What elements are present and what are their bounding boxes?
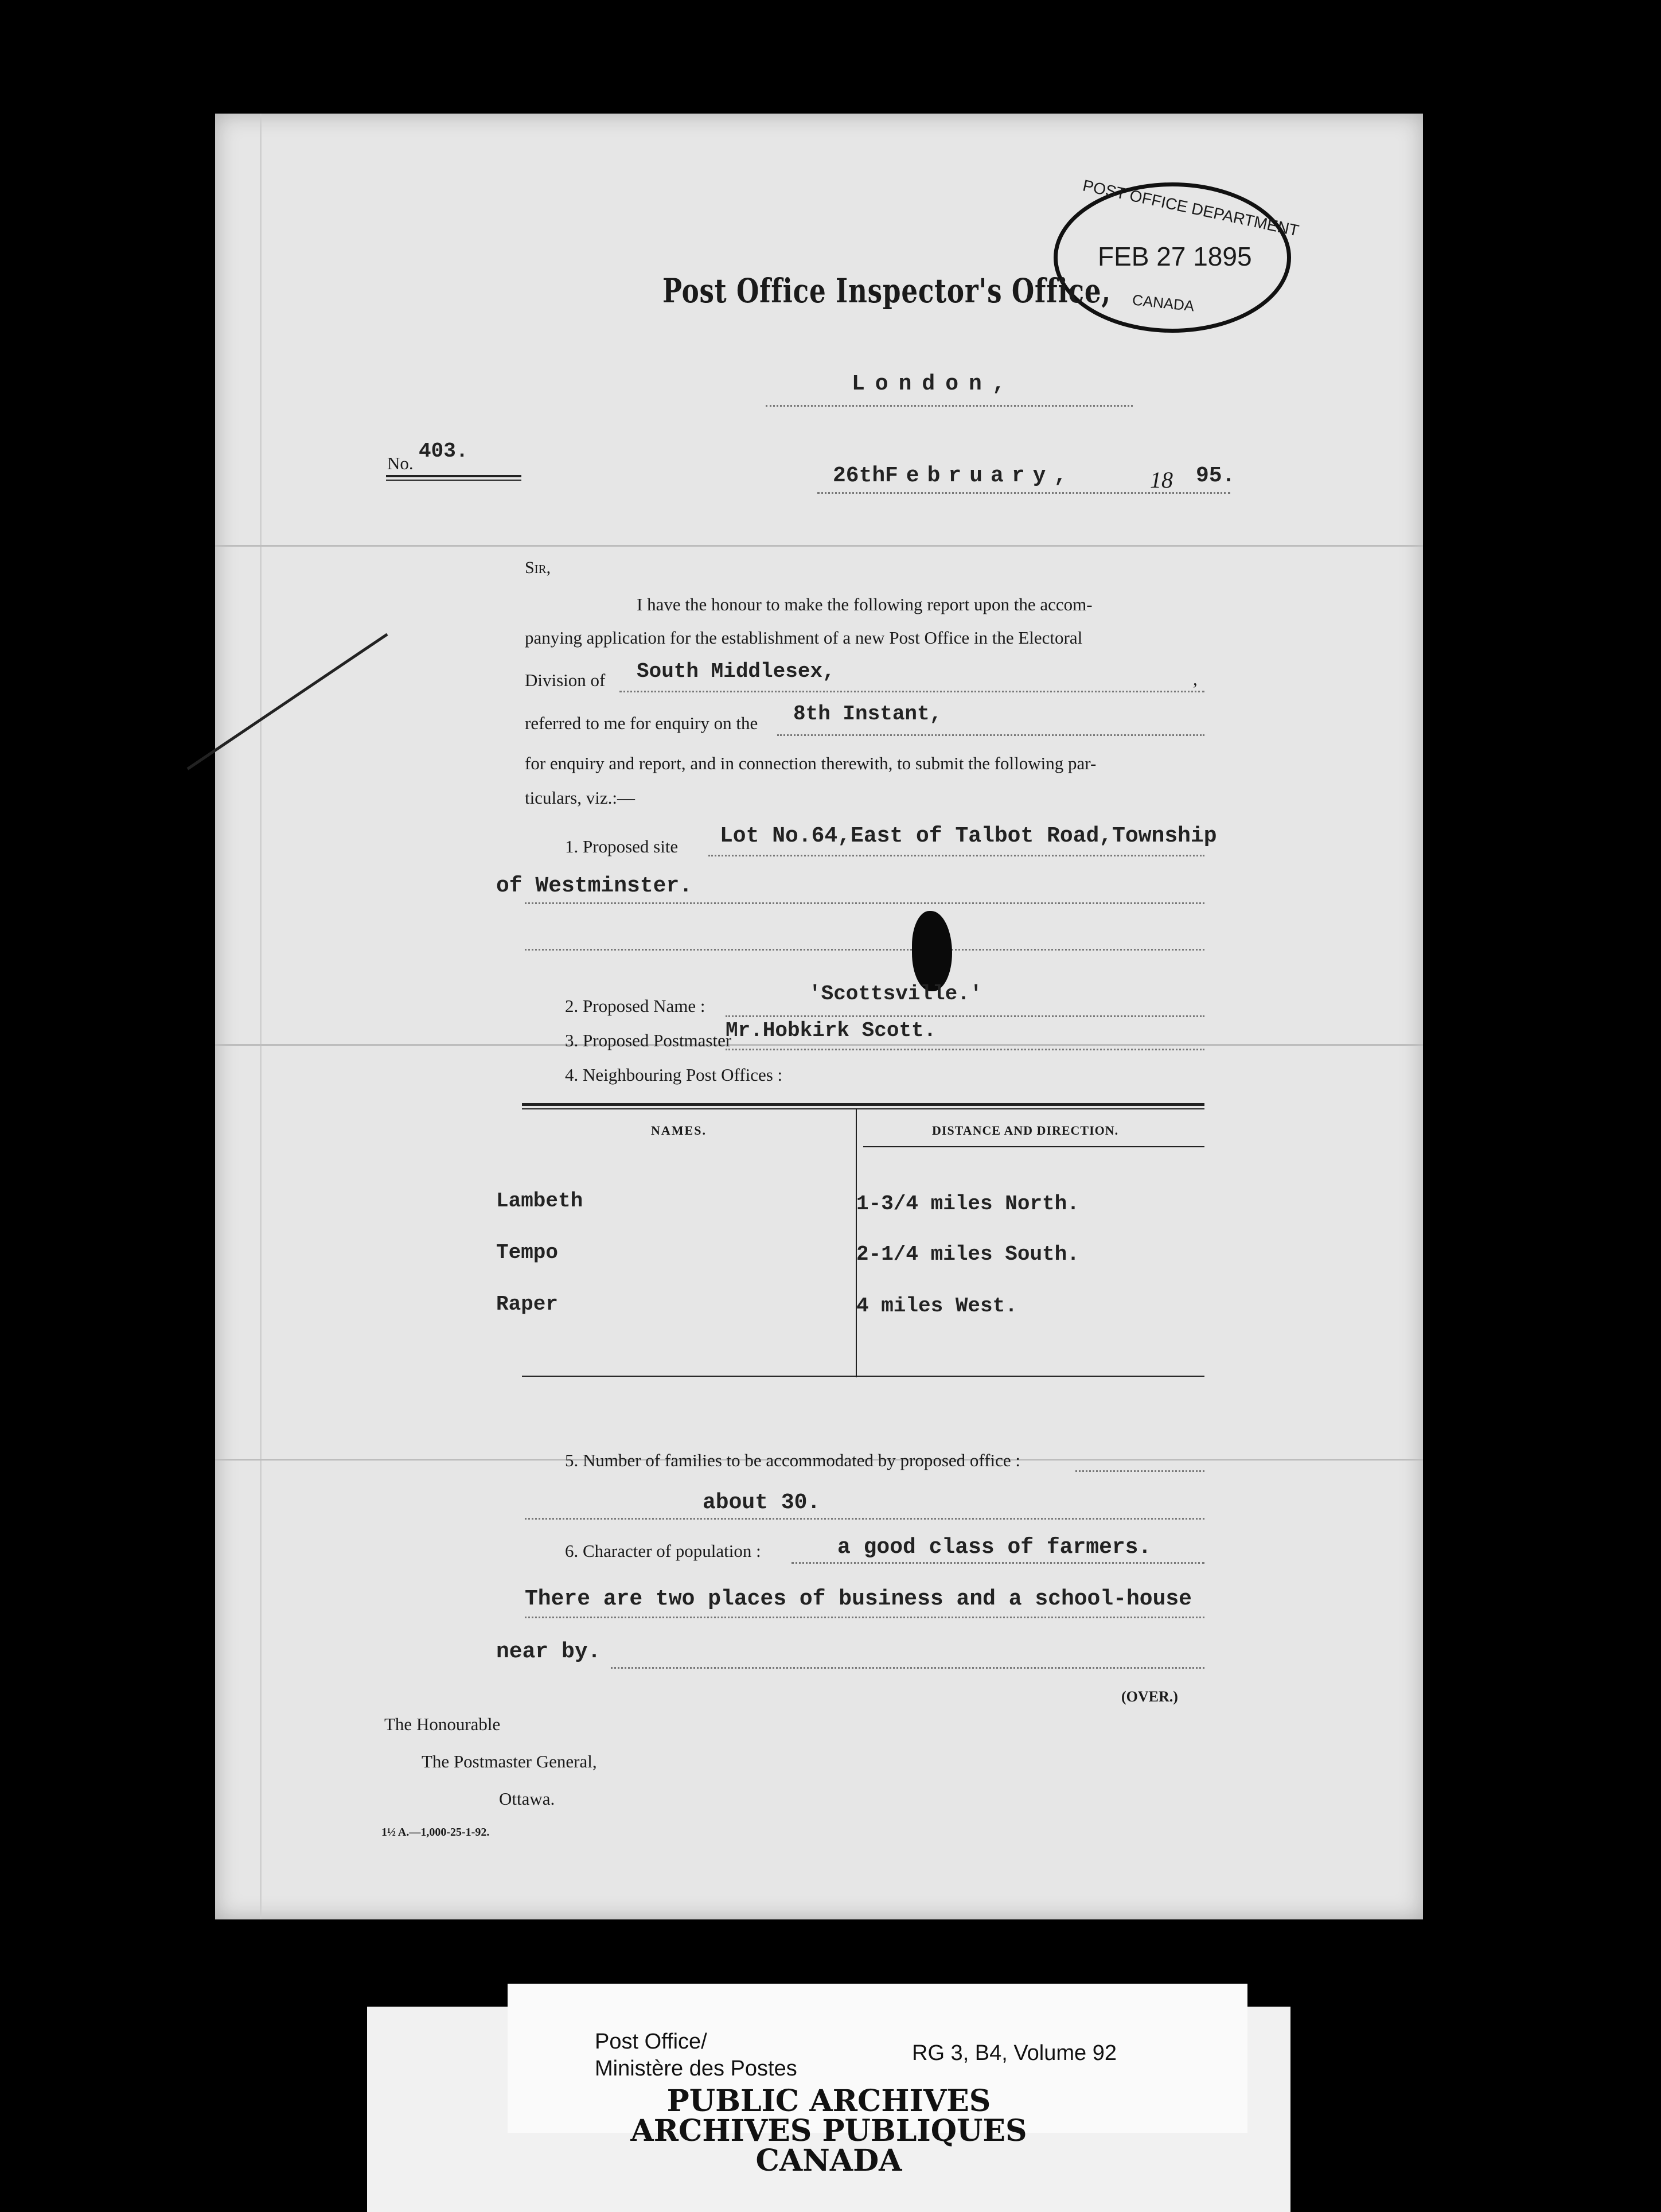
neighbouring-label: 4. Neighbouring Post Offices : — [565, 1065, 783, 1085]
paragraph-line: panying application for the establishment of a new Post Office in the Electoral — [525, 628, 1083, 648]
table-top-rule — [522, 1103, 1204, 1106]
postmaster-label: 3. Proposed Postmaster — [565, 1030, 732, 1050]
remark-rule — [611, 1667, 1204, 1669]
fold-line — [215, 1044, 1423, 1046]
character-value: a good class of farmers. — [837, 1535, 1152, 1560]
archive-reference: RG 3, B4, Volume 92 — [912, 2041, 1117, 2065]
addressee-line: Ottawa. — [499, 1789, 555, 1809]
archives-country: CANADA — [755, 2143, 902, 2178]
referred-value: 8th Instant, — [793, 702, 942, 726]
site-line — [525, 902, 1204, 904]
addressee-line: The Postmaster General, — [422, 1751, 597, 1771]
character-label: 6. Character of population : — [565, 1541, 761, 1561]
paragraph-line: I have the honour to make the following report upon the accom- — [637, 594, 1093, 614]
stamp-date: FEB 27 1895 — [1098, 242, 1252, 271]
date-year: 95. — [1196, 464, 1235, 488]
table-top-rule — [522, 1108, 1204, 1109]
table-header-distance: DISTANCE AND DIRECTION. — [932, 1123, 1119, 1138]
table-header-rule — [863, 1146, 1204, 1147]
margin-pen-stroke — [187, 633, 388, 770]
office-title: Post Office Inspector's Office, — [662, 271, 1111, 310]
number-underline — [386, 480, 521, 481]
department-fr: Ministère des Postes — [595, 2057, 797, 2081]
division-comma: , — [1193, 669, 1198, 689]
date-century: 18 — [1150, 467, 1173, 493]
date-month: February, — [885, 464, 1075, 488]
archives-name-fr: ARCHIVES PUBLIQUES — [630, 2113, 1027, 2148]
character-line — [791, 1562, 1204, 1564]
remark-rule — [525, 1617, 1204, 1618]
division-label: Division of — [525, 670, 606, 690]
remark-line: There are two places of business and a school-house — [525, 1587, 1192, 1611]
fold-line — [215, 545, 1423, 547]
stamp-bottom-text: CANADA — [1131, 291, 1195, 315]
number-label: No. — [387, 453, 414, 473]
document-page — [215, 114, 1423, 1919]
number-value: 403. — [419, 439, 469, 463]
table-header-names: NAMES. — [651, 1123, 707, 1138]
over-note: (OVER.) — [1121, 1688, 1178, 1705]
date-day: 26th — [833, 464, 886, 488]
families-line — [525, 1518, 1204, 1520]
table-cell-name: Lambeth — [496, 1189, 583, 1213]
table-cell-distance: 1-3/4 miles North. — [856, 1192, 1079, 1216]
site-label: 1. Proposed site — [565, 836, 679, 856]
division-line — [619, 691, 1204, 692]
table-cell-distance: 2-1/4 miles South. — [856, 1243, 1079, 1266]
name-line — [726, 1015, 1204, 1017]
families-label: 5. Number of families to be accommodated by proposed office : — [565, 1450, 1020, 1470]
site-value-line1: Lot No.64,East of Talbot Road,Township — [720, 824, 1217, 848]
site-line — [525, 949, 1204, 951]
date-line — [817, 492, 1230, 494]
remark-line: near by. — [496, 1639, 601, 1664]
ink-blot — [912, 911, 952, 991]
table-cell-name: Raper — [496, 1292, 559, 1316]
table-cell-name: Tempo — [496, 1241, 559, 1264]
stamp-top-text: POST OFFICE DEPARTMENT — [1081, 176, 1301, 240]
city-line — [766, 405, 1133, 407]
table-cell-distance: 4 miles West. — [856, 1294, 1017, 1318]
families-value: about 30. — [703, 1490, 821, 1515]
table-bottom-rule — [522, 1376, 1204, 1377]
name-value: 'Scottsville.' — [809, 982, 982, 1006]
number-underline — [386, 475, 521, 477]
city: London, — [852, 372, 1016, 396]
salutation: Sir, — [525, 558, 551, 577]
form-code: 1½ A.—1,000-25-1-92. — [381, 1826, 490, 1839]
postmaster-line — [726, 1049, 1204, 1050]
referred-label: referred to me for enquiry on the — [525, 713, 758, 733]
division-value: South Middlesex, — [637, 660, 835, 683]
families-line — [1075, 1470, 1204, 1472]
postmaster-value: Mr.Hobkirk Scott. — [726, 1019, 937, 1042]
site-line — [708, 855, 1204, 856]
name-label: 2. Proposed Name : — [565, 996, 705, 1016]
addressee-line: The Honourable — [384, 1714, 501, 1734]
referred-line — [777, 734, 1204, 736]
particulars-line: ticulars, viz.:— — [525, 788, 635, 808]
department-en: Post Office/ — [595, 2030, 707, 2054]
site-value-line2: of Westminster. — [496, 874, 693, 898]
enquiry-line: for enquiry and report, and in connection therewith, to submit the following par- — [525, 753, 1097, 773]
page-spine — [260, 114, 262, 1919]
archives-name-en: PUBLIC ARCHIVES — [666, 2084, 991, 2118]
